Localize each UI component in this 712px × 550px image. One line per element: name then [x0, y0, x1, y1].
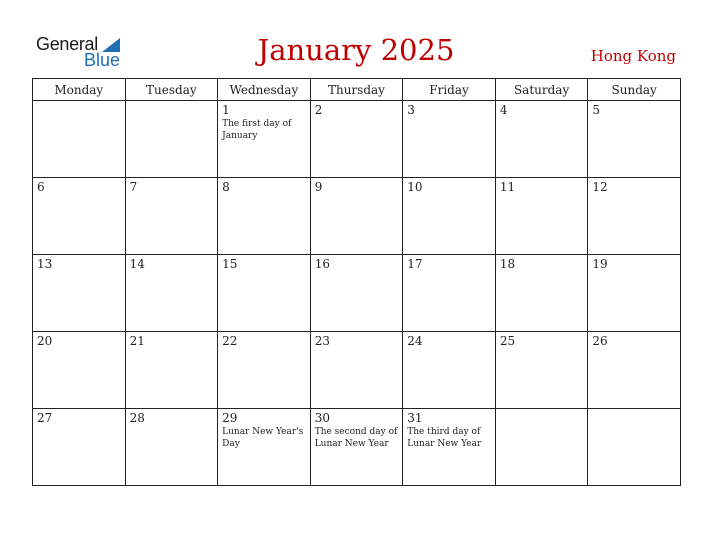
holiday-label: The third day of Lunar New Year: [407, 427, 482, 449]
calendar-day-cell: [403, 332, 496, 409]
day-number: 6: [37, 180, 45, 194]
calendar-day-cell: [403, 101, 496, 178]
day-number: 11: [499, 180, 516, 194]
calendar-day-cell: [125, 409, 218, 486]
calendar-day-cell: [33, 332, 126, 409]
day-number: 2: [314, 103, 323, 117]
calendar-day-cell: [495, 101, 588, 178]
calendar-day-cell: [125, 101, 218, 178]
calendar-day-cell: [495, 409, 588, 486]
logo-text-blue: Blue: [84, 50, 121, 70]
calendar-day-cell: [218, 255, 311, 332]
calendar-day-cell: [125, 332, 218, 409]
calendar-day-cell: [33, 101, 126, 178]
calendar-day-cell: [495, 255, 588, 332]
calendar-week-row: [33, 409, 681, 486]
weekday-header: Tuesday: [125, 79, 218, 101]
day-number: 28: [129, 411, 145, 425]
day-number: 4: [499, 103, 508, 117]
calendar-day-cell: [403, 255, 496, 332]
calendar-day-cell: [588, 178, 681, 255]
weekday-header: Wednesday: [218, 79, 311, 101]
day-number: 23: [314, 334, 330, 348]
day-number: 15: [222, 257, 238, 271]
day-number: 3: [407, 103, 415, 117]
calendar-day-cell: [218, 409, 311, 486]
calendar-week-row: [33, 178, 681, 255]
day-number: 5: [592, 103, 601, 117]
calendar-day-cell: [588, 255, 681, 332]
day-number: 9: [314, 180, 323, 194]
calendar-day-cell: [33, 409, 126, 486]
day-number: 14: [129, 257, 145, 271]
weekday-header: Friday: [403, 79, 496, 101]
day-number: 29: [222, 411, 238, 425]
day-number: 16: [314, 257, 330, 271]
day-number: 30: [314, 411, 330, 425]
weekday-header: Saturday: [495, 79, 588, 101]
day-number: 18: [499, 257, 516, 271]
day-number: 7: [129, 180, 138, 194]
calendar-day-cell: [125, 178, 218, 255]
calendar-day-cell: [495, 332, 588, 409]
holiday-label: The first day of January: [222, 119, 292, 141]
day-number: 10: [407, 180, 423, 194]
holiday-label: The second day of Lunar New Year: [314, 427, 398, 449]
page-title: January 2025: [257, 33, 455, 67]
calendar-grid: [32, 78, 681, 486]
day-number: 17: [407, 257, 423, 271]
weekday-header: Thursday: [310, 79, 403, 101]
calendar-day-cell: [218, 332, 311, 409]
calendar-week-row: [33, 101, 681, 178]
day-number: 1: [222, 103, 230, 117]
calendar-day-cell: [218, 101, 311, 178]
day-number: 26: [592, 334, 608, 348]
calendar-day-cell: [588, 409, 681, 486]
calendar-day-cell: [588, 101, 681, 178]
calendar-week-row: [33, 255, 681, 332]
day-number: 12: [592, 180, 608, 194]
calendar-day-cell: [310, 101, 403, 178]
weekday-header: Sunday: [588, 79, 681, 101]
day-number: 27: [37, 411, 53, 425]
calendar-day-cell: [310, 255, 403, 332]
day-number: 20: [37, 334, 53, 348]
day-number: 22: [222, 334, 238, 348]
day-number: 25: [499, 334, 516, 348]
weekday-header: Monday: [33, 79, 126, 101]
calendar-day-cell: [403, 409, 496, 486]
calendar-day-cell: [310, 178, 403, 255]
calendar-day-cell: [403, 178, 496, 255]
day-number: 8: [222, 180, 230, 194]
calendar-day-cell: [588, 332, 681, 409]
calendar-day-cell: [310, 409, 403, 486]
calendar-day-cell: [495, 178, 588, 255]
holiday-label: Lunar New Year's Day: [222, 427, 304, 449]
day-number: 19: [592, 257, 608, 271]
calendar-week-row: [33, 332, 681, 409]
weekday-header-row: [33, 79, 681, 101]
day-number: 21: [129, 334, 145, 348]
day-number: 24: [407, 334, 423, 348]
calendar-day-cell: [218, 178, 311, 255]
logo-text-general: General: [36, 34, 98, 54]
calendar-day-cell: [33, 255, 126, 332]
calendar-day-cell: [125, 255, 218, 332]
calendar-day-cell: [310, 332, 403, 409]
day-number: 31: [407, 411, 423, 425]
region-label: Hong Kong: [590, 47, 676, 65]
calendar-day-cell: [33, 178, 126, 255]
day-number: 13: [37, 257, 53, 271]
